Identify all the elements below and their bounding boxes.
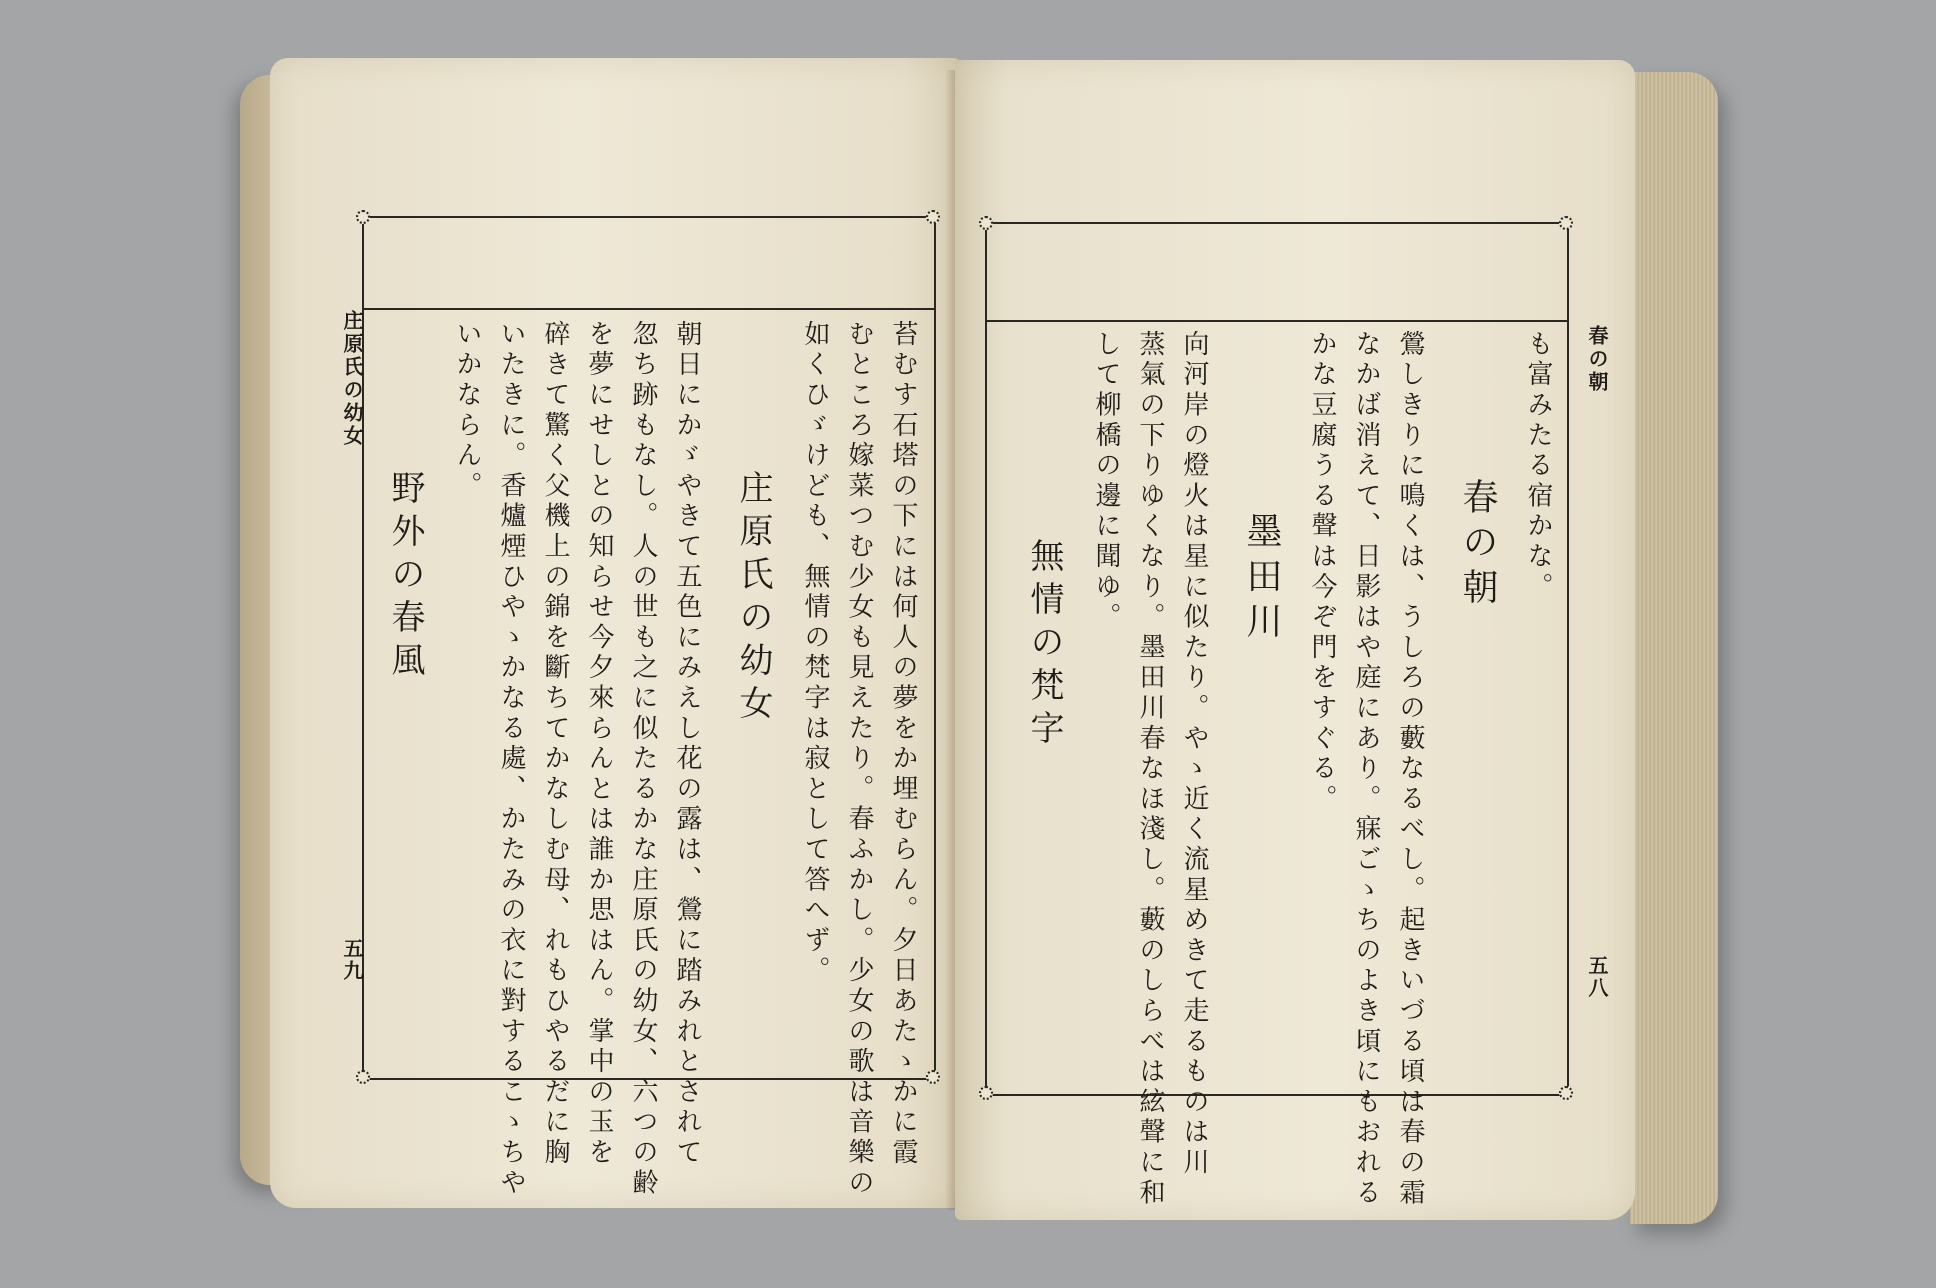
- ornament-icon: [926, 1070, 940, 1084]
- ornament-icon: [1559, 216, 1573, 230]
- right-page: [955, 60, 1635, 1220]
- left-header-rule: [364, 308, 934, 310]
- text-line: も富みたる宿かな。: [1523, 330, 1553, 603]
- running-head: 庄原氏の幼女: [340, 310, 364, 448]
- ornament-icon: [979, 1086, 993, 1100]
- ornament-icon: [926, 210, 940, 224]
- running-head: 春の朝: [1585, 325, 1609, 394]
- section-heading: 春の朝: [1457, 478, 1498, 613]
- text-line: むところ嫁菜つむ少女も見えたり。春ふかし。少女の歌は音樂の: [844, 320, 874, 1199]
- right-header-rule: [987, 320, 1567, 322]
- text-line: 鶯しきりに鳴くは、うしろの藪なるべし。起きいづる頃は春の霜: [1395, 330, 1425, 1209]
- text-line: を夢にせしとの知らせ今夕來らんとは誰か思はん。掌中の玉を: [584, 320, 614, 1169]
- right-page-frame: [985, 222, 1569, 1096]
- text-line: 苔むす石塔の下には何人の夢をか埋むらん。夕日あたゝかに霞: [888, 320, 918, 1169]
- text-line: いかならん。: [452, 320, 482, 502]
- text-line: 如くひゞけども、無情の梵字は寂として答へず。: [800, 320, 830, 987]
- text-line: かな豆腐うる聲は今ぞ門をすぐる。: [1307, 330, 1337, 815]
- text-line: 朝日にかゞやきて五色にみえし花の露は、鶯に踏みれとされて: [672, 320, 702, 1169]
- text-line: して柳橋の邊に聞ゆ。: [1091, 330, 1121, 633]
- left-page: [270, 58, 960, 1208]
- ornament-icon: [356, 210, 370, 224]
- section-heading: 墨田川: [1241, 512, 1282, 647]
- ornament-icon: [979, 216, 993, 230]
- text-line: いたきに。香爐煙ひやゝかなる處、かたみの衣に對するこゝちや: [496, 320, 526, 1199]
- ornament-icon: [1559, 1086, 1573, 1100]
- section-heading: 無情の梵字: [1024, 538, 1064, 753]
- section-heading: 野外の春風: [385, 470, 425, 685]
- text-line: 向河岸の燈火は星に似たり。やゝ近く流星めきて走るものは川: [1179, 330, 1209, 1179]
- text-line: 碎きて驚く父機上の錦を斷ちてかなしむ母、れもひやるだに胸: [540, 320, 570, 1169]
- book-fore-edge-right: [1630, 72, 1718, 1224]
- page-number: 五九: [340, 938, 364, 982]
- text-line: 蒸氣の下りゆくなり。墨田川春なほ淺し。藪のしらべは絃聲に和: [1135, 330, 1165, 1209]
- page-number: 五八: [1585, 955, 1609, 999]
- text-line: 忽ち跡もなし。人の世も之に似たるかな庄原氏の幼女、六つの齢: [628, 320, 658, 1199]
- ornament-icon: [356, 1070, 370, 1084]
- section-heading: 庄原氏の幼女: [733, 470, 773, 728]
- text-line: なかば消えて、日影はや庭にあり。寐ごゝちのよき頃にもおれる: [1351, 330, 1381, 1209]
